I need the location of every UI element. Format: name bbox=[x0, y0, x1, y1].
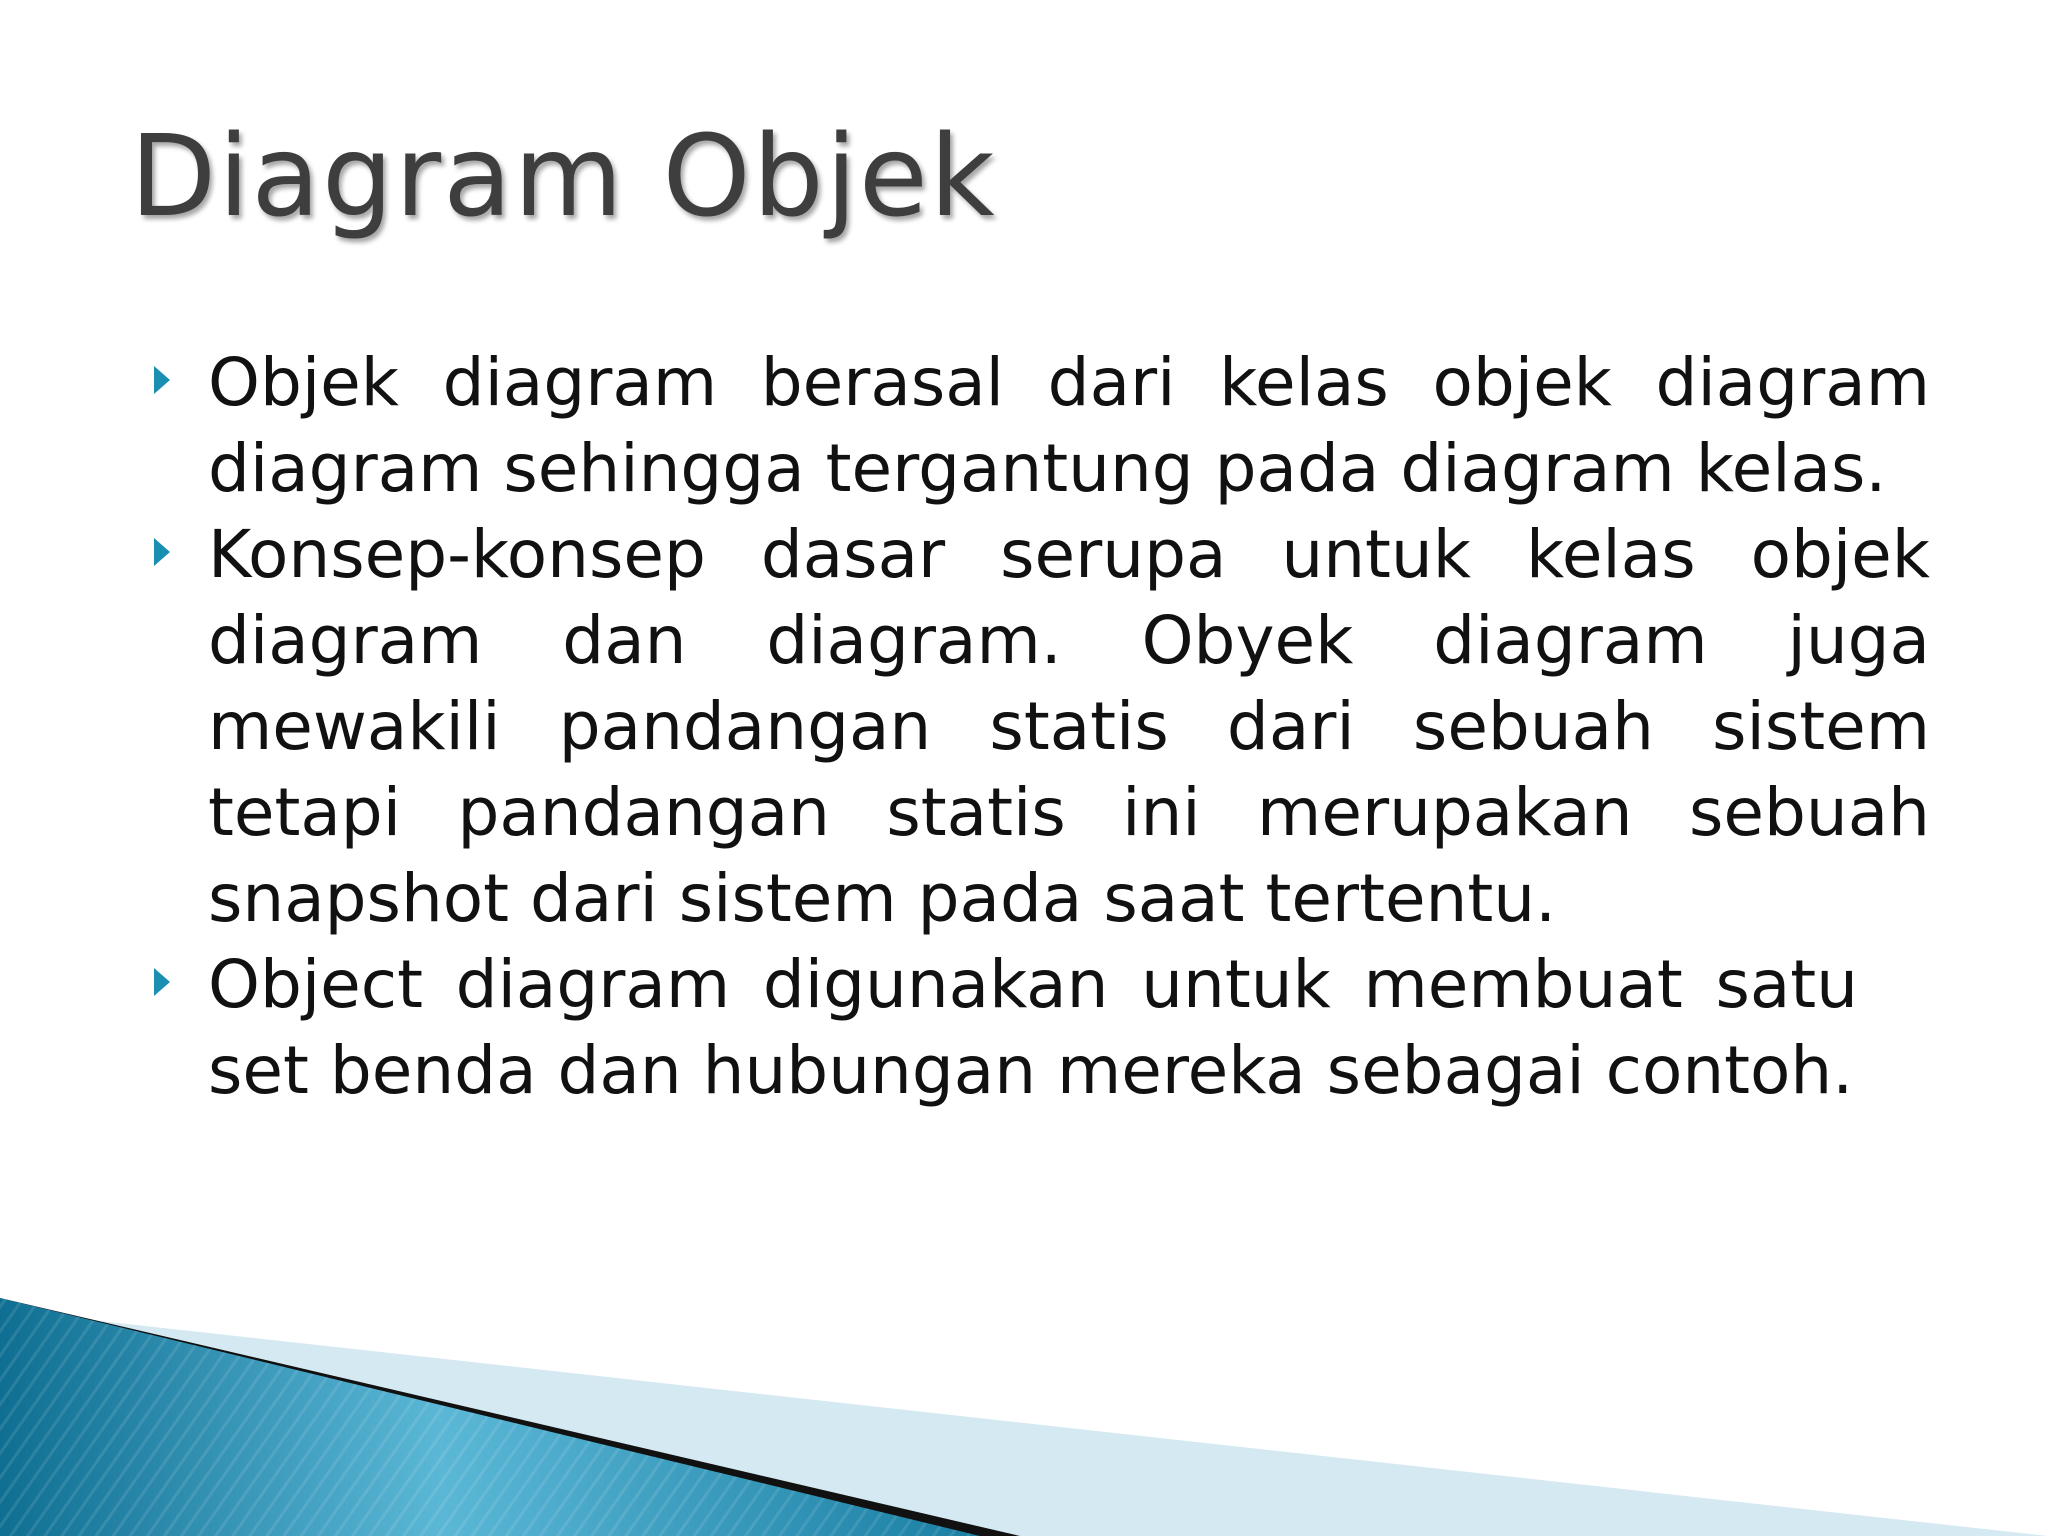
bullet-text: Object diagram digunakan untuk membuat satu set benda dan hubungan mereka sebagai contoh. bbox=[208, 946, 1858, 1109]
bullet-text: Objek diagram berasal dari kelas objek diagram diagram sehingga tergantung pada diagram kelas. bbox=[208, 344, 1930, 507]
bullet-list bbox=[150, 340, 1930, 1114]
triangle-right-icon bbox=[154, 538, 170, 566]
bullet-text: Konsep-konsep dasar serupa untuk kelas objek diagram dan diagram. Obyek diagram juga mewakili pandangan statis dari sebuah sistem tetapi pandangan statis ini merupakan sebuah snapshot dari sistem pada saat tertentu. bbox=[208, 516, 1930, 937]
bullet-item bbox=[150, 340, 1930, 512]
bullet-item bbox=[150, 512, 1930, 942]
slide-title: Diagram Objek bbox=[130, 112, 997, 242]
triangle-right-icon bbox=[154, 366, 170, 394]
triangle-right-icon bbox=[154, 968, 170, 996]
decorative-wave-footer bbox=[0, 1280, 2048, 1536]
bullet-item bbox=[150, 942, 1858, 1114]
